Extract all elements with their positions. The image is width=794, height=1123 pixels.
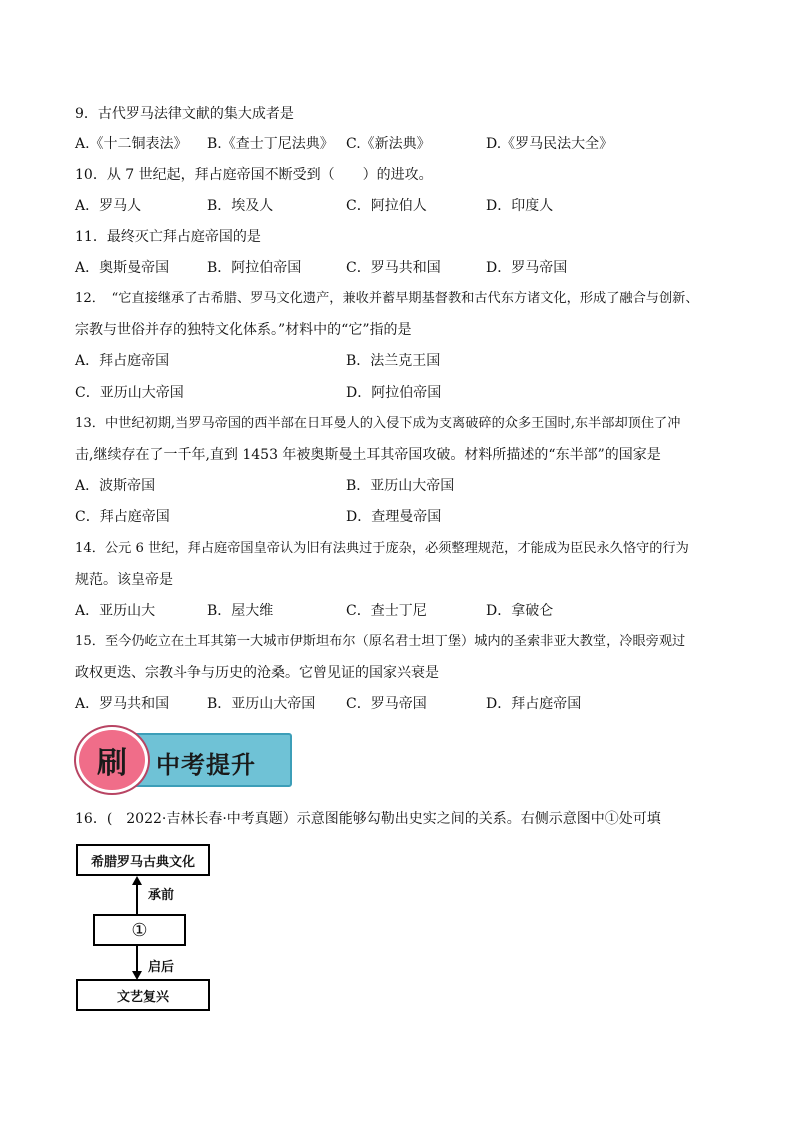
q9-option-b: B.《查士丁尼法典》 <box>207 136 334 152</box>
q10-option-b: B．埃及人 <box>207 198 274 214</box>
banner-badge <box>76 727 148 793</box>
question-12-stem-line2: 宗教与世俗并存的独特文化体系。”材料中的“它”指的是 <box>75 322 412 338</box>
q9-option-c: C.《新法典》 <box>346 136 431 152</box>
question-13-stem-line2: 击,继续存在了一千年,直到 1453 年被奥斯曼土耳其帝国攻破。材料所描述的“东半部”的国家是 <box>75 447 661 463</box>
q13-option-b: B．亚历山大帝国 <box>346 478 455 494</box>
diagram-bottom-box <box>76 979 210 1011</box>
q14-option-d: D．拿破仑 <box>486 603 554 619</box>
diagram-top-text: 希腊罗马古典文化 <box>90 854 195 870</box>
q13-option-d: D．查理曼帝国 <box>346 509 442 525</box>
question-14-stem-line2: 规范。该皇帝是 <box>75 572 173 588</box>
diagram-middle-text: ① <box>131 919 148 941</box>
question-13-stem-line1: 13．中世纪初期,当罗马帝国的西半部在日耳曼人的入侵下成为支离破碎的众多王国时,东半部却顶住了冲 <box>75 416 681 431</box>
question-12-stem-line1: 12． “它直接继承了古希腊、罗马文化遗产，兼收并蓄早期基督教和古代东方诸文化，形成了融合与创新、 <box>75 291 699 306</box>
q10-option-c: C．阿拉伯人 <box>346 198 427 214</box>
section-banner <box>76 727 293 793</box>
q12-option-c: C．亚历山大帝国 <box>75 385 184 401</box>
q15-option-a: A．罗马共和国 <box>75 696 170 712</box>
q13-option-a: A．波斯帝国 <box>75 478 156 494</box>
question-15-stem-line2: 政权更迭、宗教斗争与历史的沧桑。它曾见证的国家兴衰是 <box>75 665 439 681</box>
q12-option-b: B．法兰克王国 <box>346 353 441 369</box>
q15-option-b: B．亚历山大帝国 <box>207 696 316 712</box>
q9-option-a: A.《十二铜表法》 <box>75 136 188 152</box>
q12-option-d: D．阿拉伯帝国 <box>346 385 442 401</box>
q11-option-d: D．罗马帝国 <box>486 260 568 276</box>
diagram-bottom-text: 文艺复兴 <box>116 989 169 1005</box>
q14-option-b: B．屋大维 <box>207 603 274 619</box>
q12-option-a: A．拜占庭帝国 <box>75 353 170 369</box>
question-16-stem: 16．( 2022·吉林长春·中考真题）示意图能够勾勒出史实之间的关系。右侧示意图中①处可填 <box>75 811 661 827</box>
q14-option-c: C．查士丁尼 <box>346 603 427 619</box>
q11-option-b: B．阿拉伯帝国 <box>207 260 302 276</box>
q11-option-a: A．奥斯曼帝国 <box>75 260 170 276</box>
q10-option-a: A．罗马人 <box>75 198 142 214</box>
q9-option-d: D.《罗马民法大全》 <box>486 136 614 152</box>
question-10-stem: 10．从 7 世纪起，拜占庭帝国不断受到（ ）的进攻。 <box>75 167 433 183</box>
q15-option-c: C．罗马帝国 <box>346 696 427 712</box>
diagram-middle-box <box>93 914 186 946</box>
question-9-stem: 9．古代罗马法律文献的集大成者是 <box>75 106 294 122</box>
question-11-stem: 11．最终灭亡拜占庭帝国的是 <box>75 229 261 245</box>
q10-option-d: D．印度人 <box>486 198 554 214</box>
q11-option-c: C．罗马共和国 <box>346 260 441 276</box>
diagram-down-label: 启后 <box>148 960 175 975</box>
banner-title: 中考提升 <box>156 751 256 779</box>
q15-option-d: D．拜占庭帝国 <box>486 696 582 712</box>
diagram-up-label: 承前 <box>148 888 175 903</box>
diagram-top-box <box>76 844 210 876</box>
question-15-stem-line1: 15．至今仍屹立在土耳其第一大城市伊斯坦布尔（原名君士坦丁堡）城内的圣索非亚大教堂，冷眼旁观过 <box>75 634 686 649</box>
question-14-stem-line1: 14．公元 6 世纪，拜占庭帝国皇帝认为旧有法典过于庞杂，必须整理规范，才能成为臣民永久恪守的行为 <box>75 541 689 556</box>
q13-option-c: C．拜占庭帝国 <box>75 509 170 525</box>
up-arrow-icon <box>130 876 144 914</box>
q14-option-a: A．亚历山大 <box>75 603 156 619</box>
down-arrow-icon <box>130 946 144 980</box>
banner-glyph: 刷 <box>97 746 127 781</box>
